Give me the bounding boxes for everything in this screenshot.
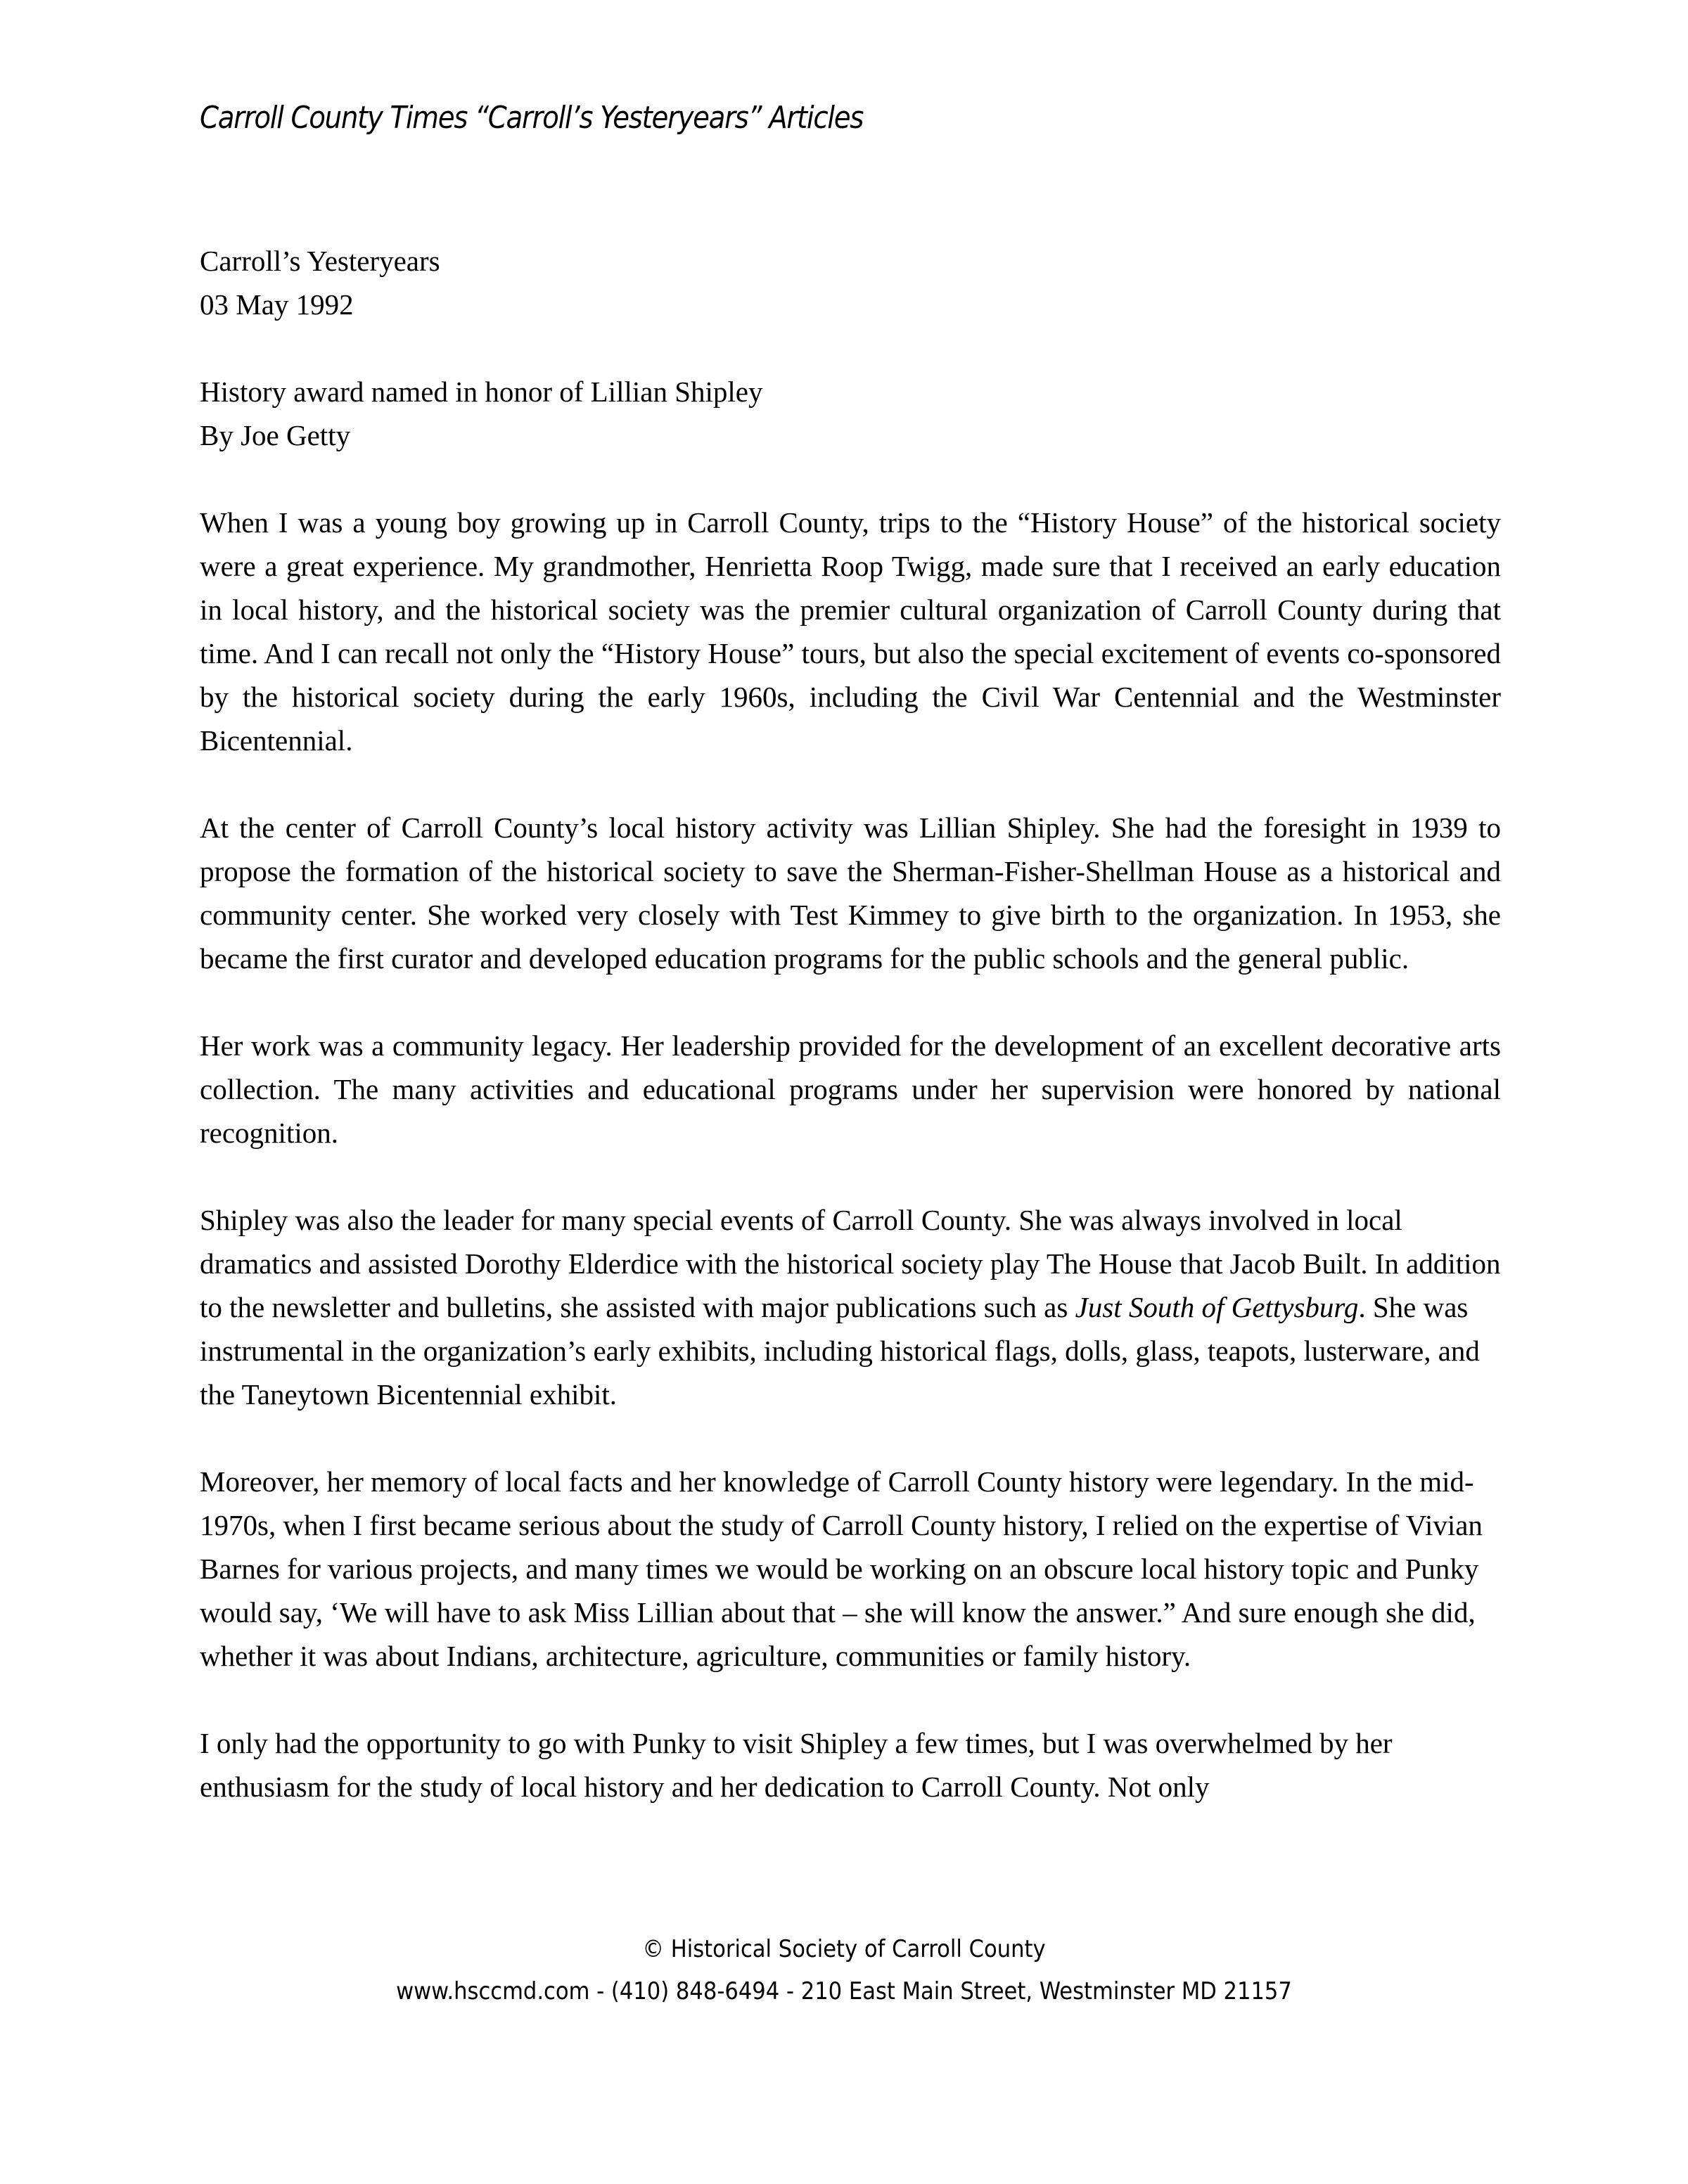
article-body bbox=[200, 239, 1501, 1852]
publication-date: 03 May 1992 bbox=[200, 288, 354, 321]
headline: History award named in honor of Lillian Shipley bbox=[200, 375, 763, 408]
article-heading bbox=[200, 370, 1501, 457]
paragraph bbox=[200, 1198, 1501, 1416]
paragraph: At the center of Carroll County’s local history activity was Lillian Shipley. She had the foresight in 1939 to propose the formation of the historical society to save the Sherman-Fisher-Shellman House as a historical and community center. She worked very closely with Test Kimmey to give birth to the organization. In 1953, she became the first curator and developed education programs for the public schools and the general public. bbox=[200, 811, 1501, 975]
header-title: Carroll County Times “Carroll’s Yesteryears” Articles bbox=[200, 100, 864, 136]
column-name: Carroll’s Yesteryears bbox=[200, 245, 440, 277]
contact-info: www.hsccmd.com - (410) 848-6494 - 210 East Main Street, Westminster MD 21157 bbox=[396, 1977, 1292, 2005]
column-info bbox=[200, 239, 1501, 326]
paragraph: When I was a young boy growing up in Carroll County, trips to the “History House” of the historical society were a great experience. My grandmother, Henrietta Roop Twigg, made sure that I received an early education in local history, and the historical society was the premier cultural organization of Carroll County during that time. And I can recall not only the “History House” tours, but also the special excitement of events co-sponsored by the historical society during the early 1960s, including the Civil War Centennial and the Westminster Bicentennial. bbox=[200, 506, 1501, 757]
paragraph: Moreover, her memory of local facts and her knowledge of Carroll County history were legendary. In the mid-1970s, when I first became serious about the study of Carroll County history, I relied on the expertise of Vivian Barnes for various projects, and many times we would be working on an obscure local history topic and Punky would say, ‘We will have to ask Miss Lillian about that – she will know the answer.” And sure enough she did, whether it was about Indians, architecture, agriculture, communities or family history. bbox=[200, 1465, 1483, 1672]
publication-title: Just South of Gettysburg bbox=[1075, 1291, 1359, 1323]
paragraph: I only had the opportunity to go with Punky to visit Shipley a few times, but I was overwhelmed by her enthusiasm for the study of local history and her dedication to Carroll County. Not only bbox=[200, 1727, 1393, 1803]
paragraph-text: Shipley was also the leader for many special events of Carroll County. She was always involved in local dramatics and assisted Dorothy Elderdice with the historical society play The House that Jacob Built. In addition to the newsletter and bulletins, she assisted with major publications such as bbox=[200, 1204, 1501, 1323]
byline: By Joe Getty bbox=[200, 419, 351, 451]
document-header bbox=[200, 98, 863, 138]
copyright-notice: © Historical Society of Carroll County bbox=[642, 1935, 1046, 1963]
paragraph: Her work was a community legacy. Her leadership provided for the development of an excellent decorative arts collection. The many activities and educational programs under her supervision were honored by national recognition. bbox=[200, 1029, 1501, 1149]
page-footer bbox=[0, 1928, 1688, 2012]
paragraph-text: . She was instrumental in the organization’s early exhibits, including historical flags, dolls, glass, teapots, lusterware, and the Taneytown Bicentennial exhibit. bbox=[200, 1291, 1480, 1411]
